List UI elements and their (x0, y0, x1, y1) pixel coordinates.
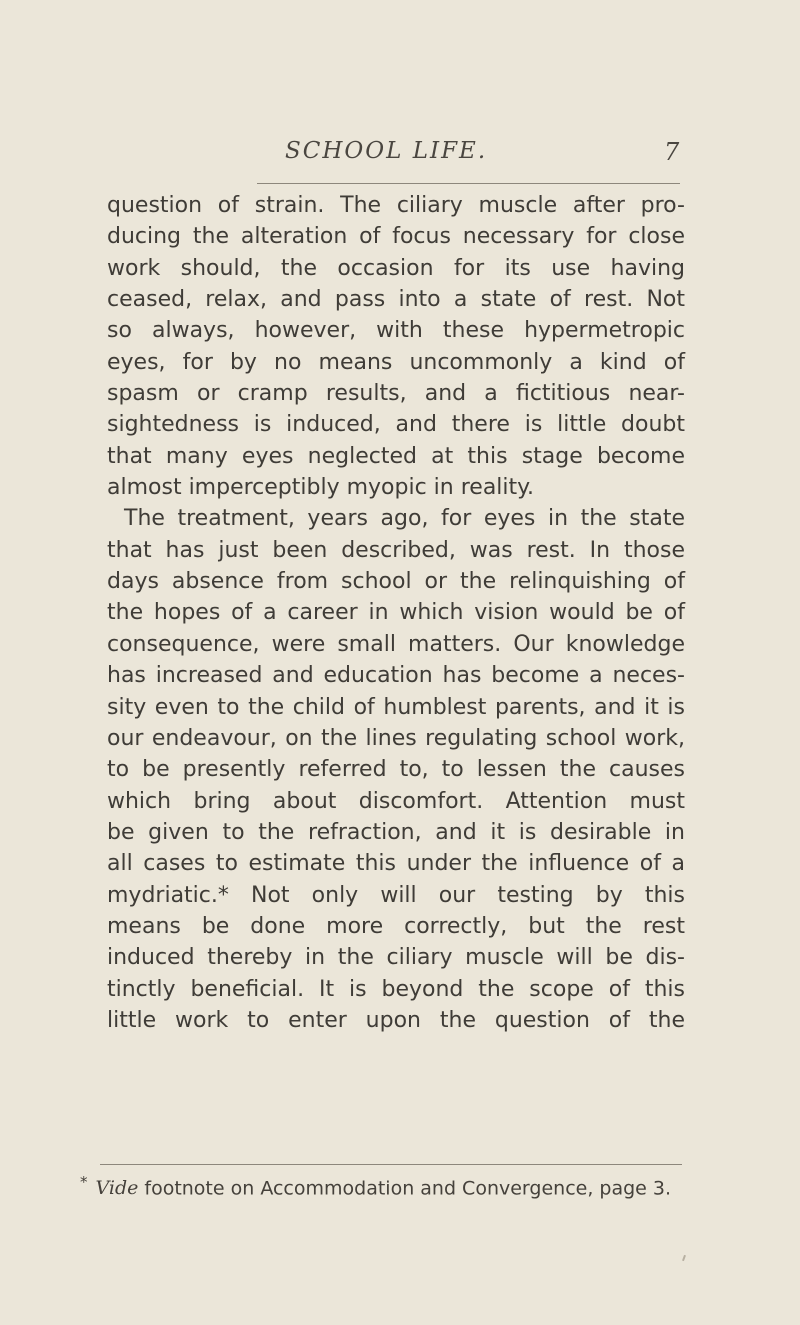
text-line: the hopes of a career in which vision would be of (107, 600, 685, 626)
text-line: almost imperceptibly myopic in reality. (107, 475, 535, 501)
text-line: eyes, for by no means uncommonly a kind of (107, 349, 685, 375)
text-line: our endeavour, on the lines regulating school work, (107, 725, 685, 751)
text-line: spasm or cramp results, and a fictitious near- (107, 381, 685, 407)
text-line: question of strain. The ciliary muscle after pro- (107, 193, 685, 218)
body-text (107, 190, 685, 1036)
page-number: 7 (664, 138, 680, 166)
footnote-vide: Vide (95, 1177, 139, 1200)
running-head (0, 138, 800, 170)
footnote-rule (100, 1164, 682, 1165)
text-line: sity even to the child of humblest parents, and it is (107, 694, 685, 720)
text-line: little work to enter upon the question of the (107, 1007, 685, 1033)
text-line: means be done more correctly, but the rest (107, 913, 685, 939)
text-line: so always, however, with these hypermetropic (107, 318, 685, 344)
text-line: has increased and education has become a neces- (107, 663, 685, 689)
text-line: to be presently referred to, to lessen the causes (107, 757, 685, 783)
text-line: ducing the alteration of focus necessary for close (107, 224, 685, 250)
footnote (80, 1173, 700, 1199)
header-rule (257, 183, 680, 184)
text-line: induced thereby in the ciliary muscle will be dis- (107, 945, 685, 971)
footnote-mark: * (80, 1173, 88, 1191)
footnote-text: footnote on Accommodation and Convergence, page 3. (144, 1177, 672, 1200)
text-line: tinctly beneficial. It is beyond the scope of this (107, 976, 685, 1002)
text-line: that has just been described, was rest. In those (107, 537, 685, 563)
paper-speck (682, 1255, 686, 1261)
text-line: consequence, were small matters. Our knowledge (107, 631, 685, 657)
text-line: The treatment, years ago, for eyes in the state (124, 506, 685, 532)
text-line: days absence from school or the relinquishing of (107, 569, 685, 595)
text-line: ceased, relax, and pass into a state of rest. Not (107, 287, 685, 313)
running-title: SCHOOL LIFE. (285, 138, 488, 164)
text-line: mydriatic.* Not only will our testing by this (107, 882, 685, 908)
text-line: work should, the occasion for its use having (107, 255, 685, 281)
text-line: be given to the refraction, and it is desirable in (107, 819, 685, 845)
text-line: all cases to estimate this under the influence of a (107, 851, 685, 877)
text-line: which bring about discomfort. Attention must (107, 788, 685, 814)
text-line: sightedness is induced, and there is little doubt (107, 412, 685, 438)
text-line: that many eyes neglected at this stage become (107, 443, 685, 469)
